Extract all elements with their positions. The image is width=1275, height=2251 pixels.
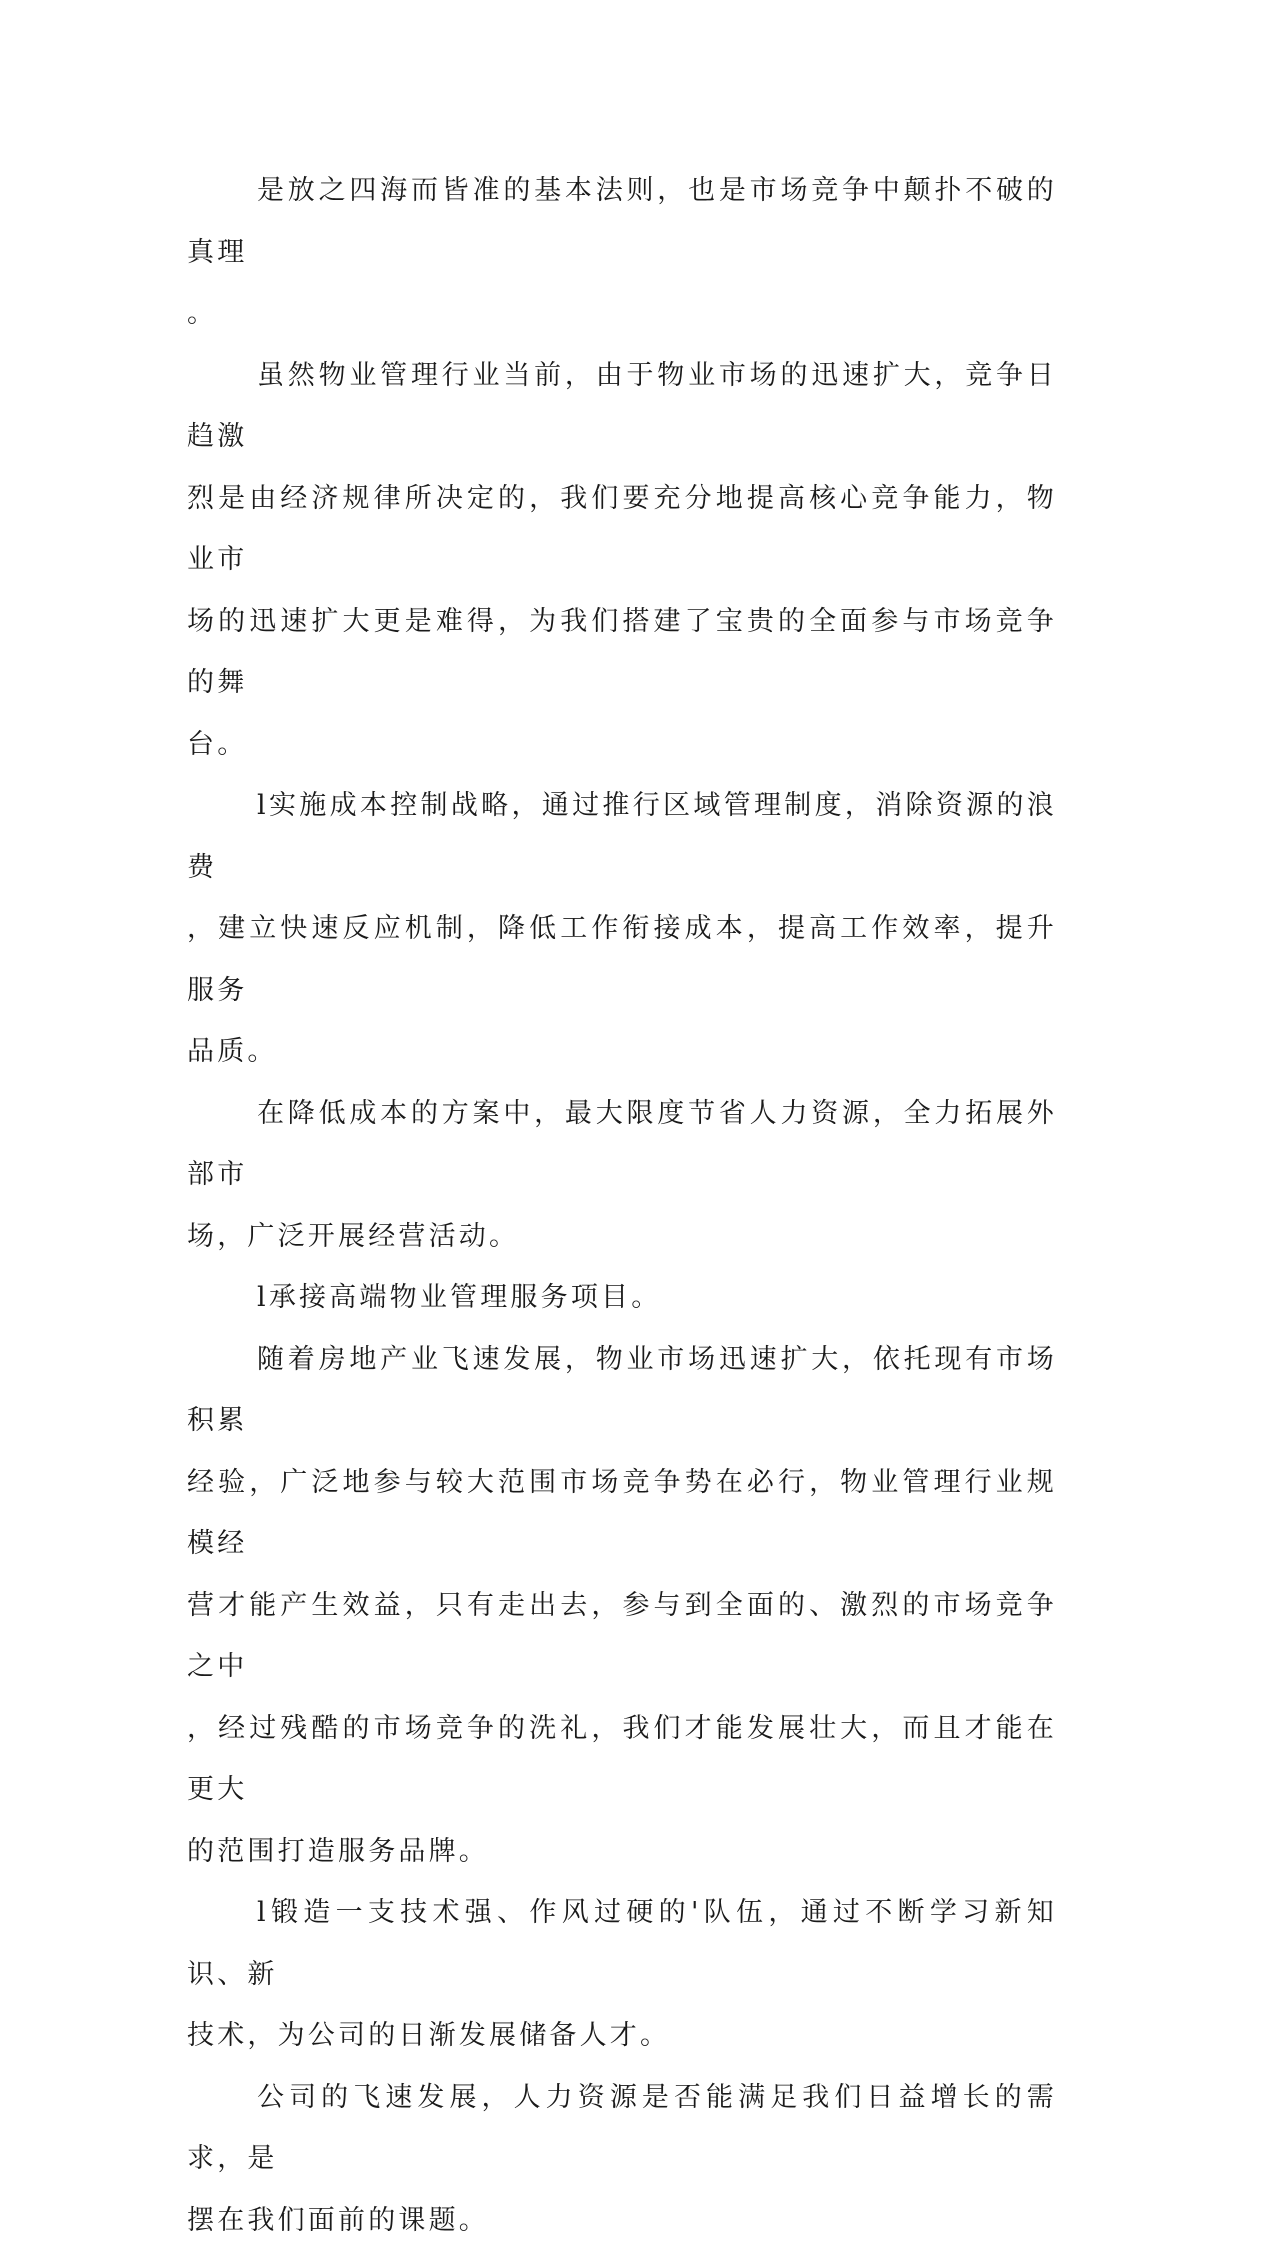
text-line: 随着房地产业飞速发展，物业市场迅速扩大，依托现有市场积累 xyxy=(187,1329,1057,1452)
text-line: 是放之四海而皆准的基本法则，也是市场竞争中颠扑不破的真理 xyxy=(187,160,1057,283)
document-body xyxy=(187,160,1057,2251)
text-line: 经验，广泛地参与较大范围市场竞争势在必行，物业管理行业规模经 xyxy=(187,1452,1057,1575)
text-line: ，建立快速反应机制，降低工作衔接成本，提高工作效率，提升服务 xyxy=(187,898,1057,1021)
text-line: 。 xyxy=(187,283,1057,345)
text-line: ，经过残酷的市场竞争的洗礼，我们才能发展壮大，而且才能在更大 xyxy=(187,1698,1057,1821)
paragraph xyxy=(187,2067,1057,2251)
text-line: l承接高端物业管理服务项目。 xyxy=(187,1267,1057,1329)
paragraph xyxy=(187,1083,1057,1268)
text-line: 公司的飞速发展，人力资源是否能满足我们日益增长的需求，是 xyxy=(187,2067,1057,2190)
text-line: 场的迅速扩大更是难得，为我们搭建了宝贵的全面参与市场竞争的舞 xyxy=(187,591,1057,714)
paragraph xyxy=(187,1267,1057,1329)
text-line: 场，广泛开展经营活动。 xyxy=(187,1206,1057,1268)
paragraph xyxy=(187,160,1057,345)
paragraph xyxy=(187,775,1057,1083)
text-line: 技术，为公司的日渐发展储备人才。 xyxy=(187,2005,1057,2067)
text-line: l实施成本控制战略，通过推行区域管理制度，消除资源的浪费 xyxy=(187,775,1057,898)
paragraph xyxy=(187,1882,1057,2067)
text-line: l锻造一支技术强、作风过硬的'队伍，通过不断学习新知识、新 xyxy=(187,1882,1057,2005)
text-line: 台。 xyxy=(187,714,1057,776)
text-line: 的范围打造服务品牌。 xyxy=(187,1821,1057,1883)
text-line: 烈是由经济规律所决定的，我们要充分地提高核心竞争能力，物业市 xyxy=(187,468,1057,591)
text-line: 摆在我们面前的课题。 xyxy=(187,2190,1057,2251)
paragraph xyxy=(187,1329,1057,1883)
text-line: 虽然物业管理行业当前，由于物业市场的迅速扩大，竞争日趋激 xyxy=(187,345,1057,468)
text-line: 在降低成本的方案中，最大限度节省人力资源，全力拓展外部市 xyxy=(187,1083,1057,1206)
text-line: 品质。 xyxy=(187,1021,1057,1083)
text-line: 营才能产生效益，只有走出去，参与到全面的、激烈的市场竞争之中 xyxy=(187,1575,1057,1698)
paragraph xyxy=(187,345,1057,776)
